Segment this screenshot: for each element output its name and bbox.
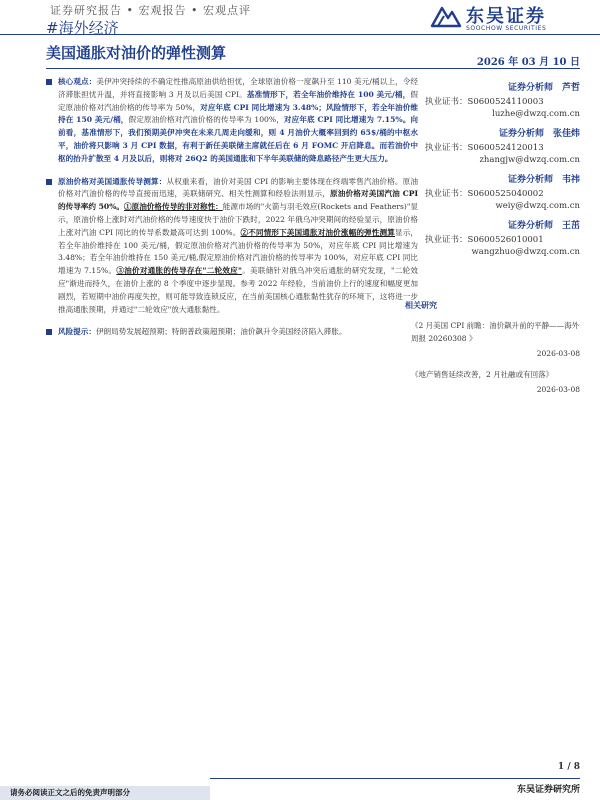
text-run: 从权重来看，油价对美国 CPI 的影响主要体现在终端零售汽油价格。原油价格对汽油价格的传导直接而迅速，美联储研究、相关性测算和经验法则显示， (58, 176, 418, 199)
related-heading: 相关研究 (405, 300, 437, 310)
analyst-name: 证券分析师 王茁 (507, 221, 580, 231)
report-date: 2026 年 03 月 10 日 (476, 57, 580, 68)
transmission-section (46, 176, 418, 317)
company-logo (430, 2, 580, 34)
bullet-square-icon (46, 179, 52, 185)
disclaimer-banner: 请务必阅读正文之后的免责声明部分 (0, 786, 210, 800)
bullet-square-icon (46, 79, 52, 85)
section-lead: 原油价格对美国通胀传导测算： (58, 176, 167, 186)
text-run: 假定原油价格对汽油价格的传导率为 100%， (128, 115, 284, 125)
text-run: 对应年底 CPI 同比增速为 3.48%；风险情形下，若全年油价维持在 150 美元/桶， (58, 102, 418, 125)
analyst-email[interactable]: luzhe@dwzq.com.cn (492, 109, 580, 119)
risk-section (46, 326, 418, 339)
logo-text-en: SOOCHOW SECURITIES (466, 25, 547, 32)
analyst-list (425, 80, 580, 264)
analyst-email[interactable]: zhangjw@dwzq.com.cn (479, 155, 580, 165)
text-run: 美伊冲突持续的不确定性推高原油供给担忧，全球原油价格一度飙升至 110 美元/桶以上，令经济滞胀担忧升温，并将直接影响 3 月及以后美国 CPI。 (58, 77, 418, 99)
analyst-cert: 执业证书：S0600524110003 (425, 97, 544, 107)
core-view-section (46, 76, 418, 166)
main-content (46, 68, 418, 788)
text-run: 基准情形下，若全年油价维持在 100 美元/桶， (246, 89, 411, 99)
analyst-cert: 执业证书：S0600525040002 (425, 189, 544, 199)
text-run: 显示，若全年油价维持在 100 美元/桶，假定原油价格对汽油价格的传导率为 50%，对应年底 CPI 同比增速为 3.48%；若全年油价维持在 150 美元/桶,假定原油价格对汽油价格的传导率为 100%，对应年底 CPI 同比增速为 7.15%。 (58, 227, 419, 276)
logo-mark-icon (430, 4, 462, 30)
analyst-card (425, 80, 580, 126)
related-item-date: 2026-03-08 (536, 385, 580, 394)
related-item-title[interactable]: 《2 月美国 CPI 前瞻：油价飙升前的平静——海外周报 20260308 》 (411, 321, 580, 343)
text-run: 原油价格对美国汽油 CPI 的传导率约 50%。 (58, 189, 419, 212)
related-item-date: 2026-03-08 (536, 349, 580, 358)
analyst-card (425, 126, 580, 172)
page-number: 1 / 8 (557, 762, 580, 772)
analyst-name: 证券分析师 韦祎 (507, 175, 580, 185)
analyst-card (425, 172, 580, 218)
analyst-name: 证券分析师 芦哲 (507, 83, 580, 93)
report-title: 美国通胀对油价的弹性测算 (46, 44, 227, 62)
analyst-cert: 执业证书：S0600526010001 (425, 235, 544, 245)
analyst-email[interactable]: wangzhuo@dwzq.com.cn (471, 247, 580, 257)
text-run: ③油价对通胀的传导存在"二轮效应" (116, 266, 242, 276)
bullet-square-icon (46, 329, 52, 335)
text-run: 对应年底 CPI 同比增速为 7.15%。向前看，基准情形下，我们预期美伊冲突在未来几周走向缓和，则 4 月油价大概率回到约 65$/桶的中枢水平，油价将只影响 3 月 CPI 数据，有利于新任美联储主席就任后在 6 月 FOMC 开启降息。而若油价中枢的抬升扩散至 4 月及以后，则将对 26Q2 的美国通胀和下半年美联储的降息路径产生更大压力。 (58, 115, 419, 163)
category-tag: #海外经济 (46, 19, 119, 37)
text-run: ①原油价格传导的非对称性： (124, 202, 223, 212)
section-lead: 风险提示： (58, 327, 96, 337)
analyst-card (425, 218, 580, 264)
breadcrumb: 证券研究报告 • 宏观报告 • 宏观点评 (50, 4, 251, 17)
top-bar (0, 0, 600, 35)
footer-divider (210, 778, 580, 779)
analyst-name: 证券分析师 张佳炜 (498, 129, 580, 139)
text-run: 假定原油价格对汽油价格的传导率为 50%， (58, 89, 418, 112)
section-lead: 核心观点： (58, 77, 97, 86)
text-run: 伊朗局势发展超预期；特朗普政策超预期；油价飙升令美国经济陷入滞胀。 (95, 327, 347, 337)
text-run: 能源市场的"火箭与羽毛效应(Rockets and Feathers)"显示，原油价格上涨时对汽油价格的传导速度快于油价下跌时，2022 年俄乌冲突期间的经验显示，原油价格上涨对汽油 CPI 同比的传导系数最高可达到 100%。 (58, 202, 418, 237)
analyst-cert: 执业证书：S0600524120013 (425, 143, 544, 153)
analyst-email[interactable]: weiy@dwzq.com.cn (495, 201, 580, 211)
text-run: 。美联储针对俄乌冲突后通胀的研究发现，"二轮效应"渐进而持久，在油价上涨的 8 个季度中逐步显现。参考 2022 年经验，当前油价上行的速度和幅度更加剧烈，若短期中油价再度失控，则可能导致连锁反应，在当前美国核心通胀黏性犹存的环境下，这将进一步推高通胀预期，并通过"二轮效应"放大通胀黏性。 (58, 266, 418, 314)
related-research (405, 300, 580, 404)
footer-company: 东吴证券研究所 (516, 785, 580, 795)
related-item-title[interactable]: 《地产销售延续改善，2 月社融或有回落》 (411, 370, 554, 379)
text-run: ②不同情形下美国通胀对油价涨幅的弹性测算 (240, 227, 395, 237)
logo-text-cn: 东吴证券 (466, 6, 546, 27)
